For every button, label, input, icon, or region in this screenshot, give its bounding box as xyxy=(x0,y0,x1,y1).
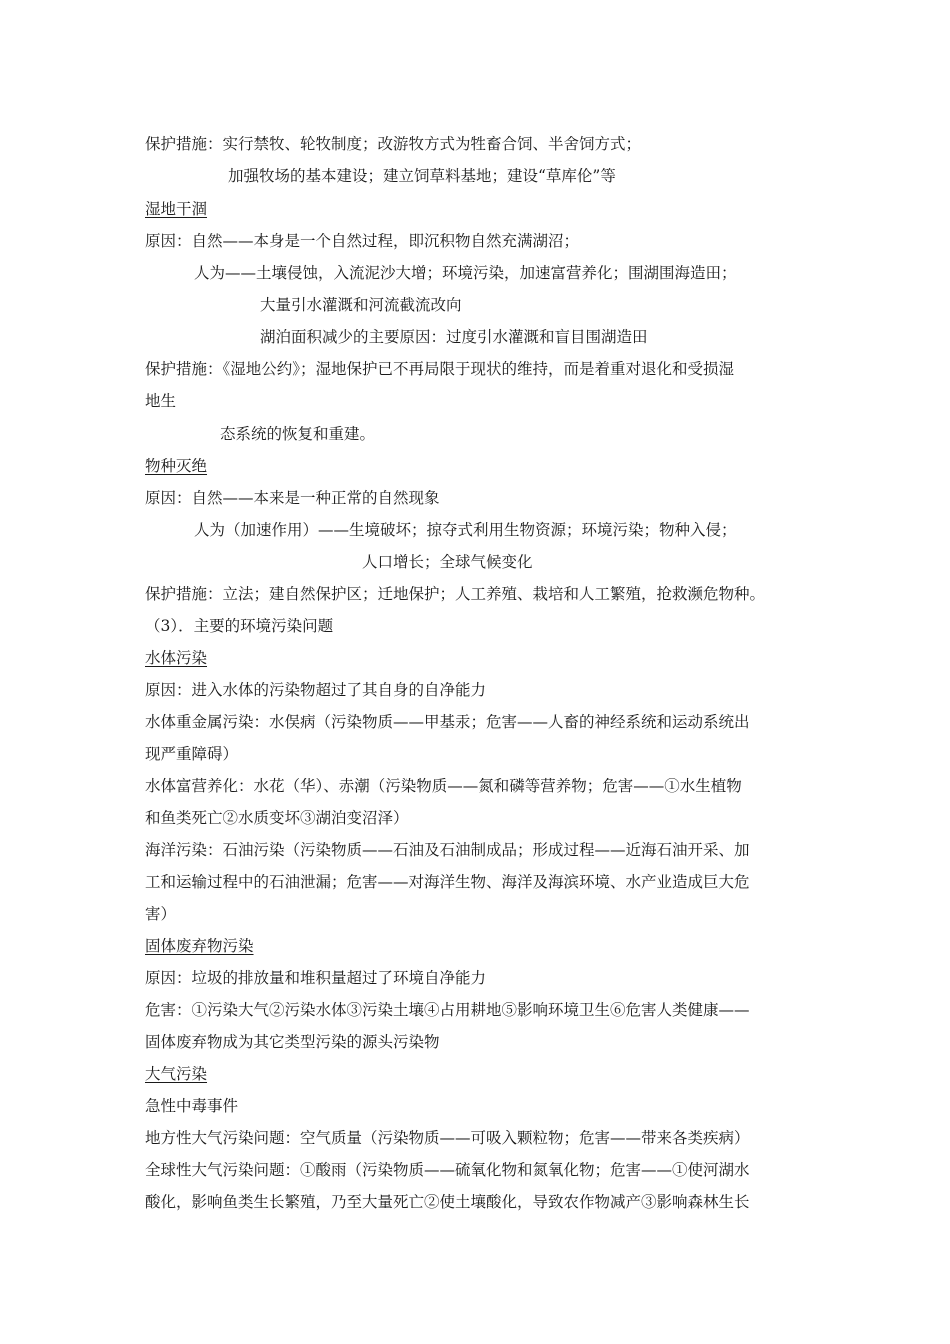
text-line: 危害：①污染大气②污染水体③污染土壤④占用耕地⑤影响环境卫生⑥危害人类健康—— xyxy=(145,1001,750,1019)
text-line: 现严重障碍） xyxy=(145,745,239,763)
text-line: 水体重金属污染：水俣病（污染物质——甲基汞；危害——人畜的神经系统和运动系统出 xyxy=(145,713,750,731)
text-line: 湖泊面积减少的主要原因：过度引水灌溉和盲目围湖造田 xyxy=(260,328,648,346)
text-line: 酸化，影响鱼类生长繁殖，乃至大量死亡②使土壤酸化，导致农作物减产③影响森林生长 xyxy=(145,1193,750,1211)
text-line: 态系统的恢复和重建。 xyxy=(220,425,376,443)
text-line: 地生 xyxy=(145,392,177,410)
text-line: 工和运输过程中的石油泄漏；危害——对海洋生物、海洋及海滨环境、水产业造成巨大危 xyxy=(145,873,750,891)
text-line: 全球性大气污染问题：①酸雨（污染物质——硫氧化物和氮氧化物；危害——①使河湖水 xyxy=(145,1161,750,1179)
text-line: 原因：垃圾的排放量和堆积量超过了环境自净能力 xyxy=(145,969,487,987)
text-line: 固体废弃物成为其它类型污染的源头污染物 xyxy=(145,1033,440,1051)
text-line: 和鱼类死亡②水质变坏③湖泊变沼泽） xyxy=(145,809,409,827)
text-line: 人为——土壤侵蚀，入流泥沙大增；环境污染，加速富营养化；围湖围海造田； xyxy=(194,264,737,282)
section-heading: 水体污染 xyxy=(145,649,208,667)
text-line: 加强牧场的基本建设；建立饲草料基地；建设“草库伦”等 xyxy=(228,167,616,185)
text-line: 保护措施：《湿地公约》；湿地保护已不再局限于现状的维持，而是着重对退化和受损湿 xyxy=(145,360,735,378)
text-line: 水体富营养化：水花（华）、赤潮（污染物质——氮和磷等营养物；危害——①水生植物 xyxy=(145,777,742,795)
text-line: 人口增长；全球气候变化 xyxy=(362,553,533,571)
text-line: 地方性大气污染问题：空气质量（污染物质——可吸入颗粒物；危害——带来各类疾病） xyxy=(145,1129,750,1147)
subsection-heading: （3）．主要的环境污染问题 xyxy=(145,617,334,635)
text-line: 保护措施：实行禁牧、轮牧制度；改游牧方式为牲畜合饲、半舍饲方式； xyxy=(145,135,642,153)
text-line: 急性中毒事件 xyxy=(145,1097,239,1115)
text-line: 原因：自然——本身是一个自然过程，即沉积物自然充满湖沼； xyxy=(145,232,580,250)
section-heading: 大气污染 xyxy=(145,1065,208,1083)
text-line: 大量引水灌溉和河流截流改向 xyxy=(260,296,462,314)
section-heading: 湿地干涸 xyxy=(145,200,208,218)
text-line: 害） xyxy=(145,905,177,923)
section-heading: 物种灭绝 xyxy=(145,457,208,475)
text-line: 海洋污染：石油污染（污染物质——石油及石油制成品；形成过程——近海石油开采、加 xyxy=(145,841,750,859)
text-line: 原因：自然——本来是一种正常的自然现象 xyxy=(145,489,440,507)
text-line: 人为（加速作用）——生境破坏；掠夺式利用生物资源；环境污染；物种入侵； xyxy=(194,521,737,539)
text-line: 原因：进入水体的污染物超过了其自身的自净能力 xyxy=(145,681,487,699)
section-heading: 固体废弃物污染 xyxy=(145,937,254,955)
text-line: 保护措施：立法；建自然保护区；迁地保护；人工养殖、栽培和人工繁殖，抢救濒危物种。 xyxy=(145,585,766,603)
